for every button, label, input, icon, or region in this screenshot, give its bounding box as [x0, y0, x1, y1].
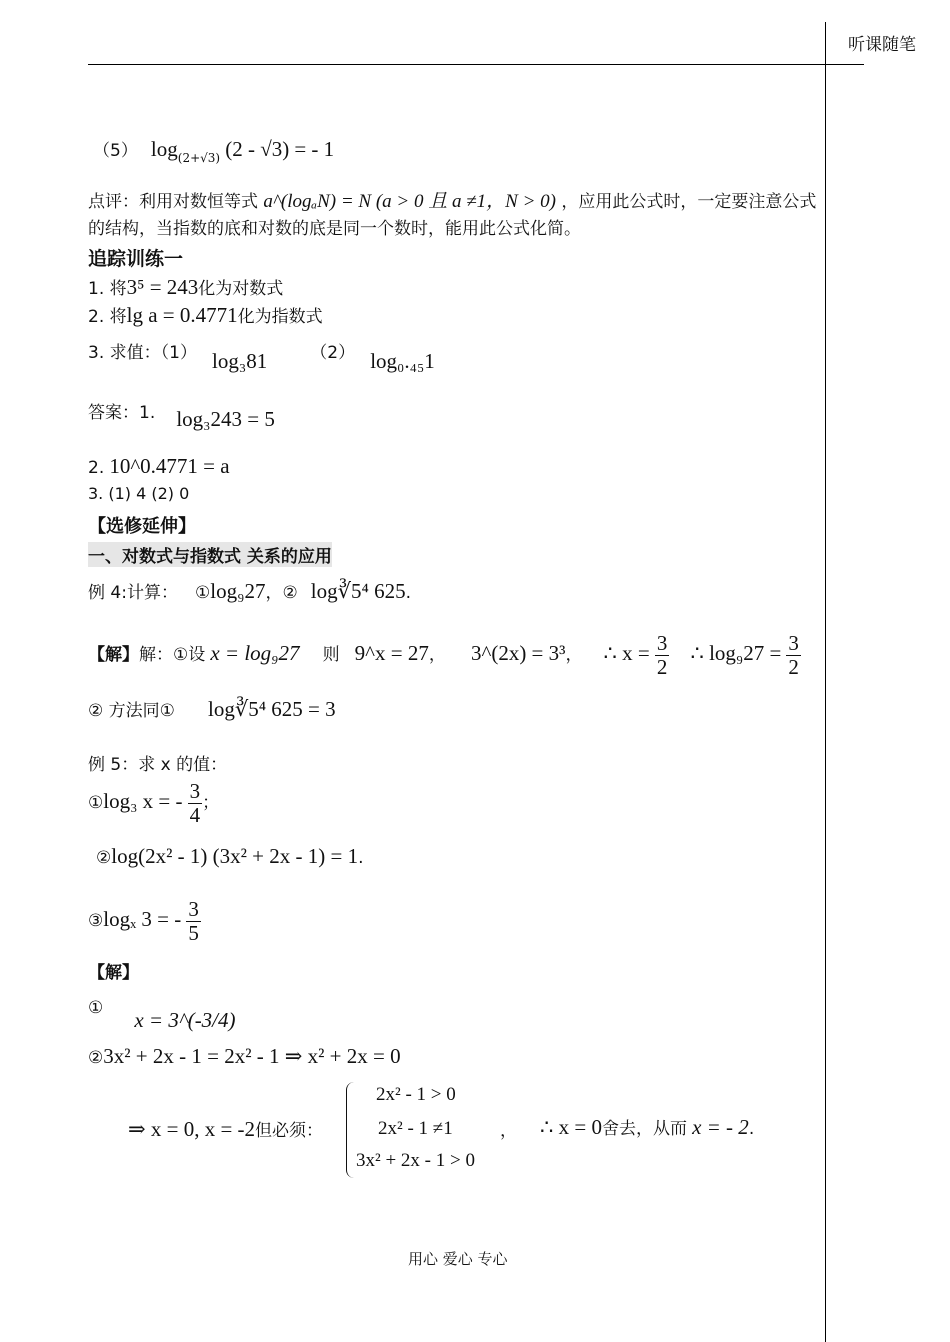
practice-q3: 3. 求值：（1） log₃81 （2） log₀.₄₅1 [88, 343, 435, 373]
margin-note: 听课随笔 [848, 35, 916, 55]
answer-3: 3. (1) 4 (2) 0 [88, 484, 190, 503]
solution-5-tag: 【解】 [88, 963, 139, 983]
elective-heading: 【选修延伸】 [88, 516, 196, 537]
section-heading: 一、对数式与指数式 关系的应用 [88, 542, 332, 567]
identity-formula: a^(logₐN) = N (a > 0 且 a ≠1，N > 0) [263, 191, 556, 212]
example-5-item-3: ③logₓ 3 = - $\frac{3}{5}$ [88, 897, 199, 946]
result: = - 1 [294, 137, 335, 161]
item-label: （5） [93, 141, 138, 161]
comma: ， [500, 1121, 517, 1141]
example-5-heading: 例 5：求 x 的值： [88, 755, 228, 775]
practice-q1: 1. 将3⁵ = 243化为对数式 [88, 275, 284, 299]
system-condition-1: 2x² - 1 > 0 [376, 1084, 456, 1105]
page-footer: 用心 爱心 专心 [408, 1250, 508, 1268]
example-4: 例 4:计算： ①log₉27，② log∛5⁴ 625. [88, 579, 411, 603]
solution-5-step-2: ②3x² + 2x - 1 = 2x² - 1 ⇒ x² + 2x = 0 [88, 1044, 401, 1068]
solution-5-step-3: ⇒ x = 0, x = -2但必须： [128, 1117, 324, 1141]
header-rule [88, 64, 864, 65]
practice-heading: 追踪训练一 [88, 248, 184, 270]
example-5-of-previous: （5） $\log_{(2+√3)} (2 - √3)$ = - 1 [93, 137, 335, 165]
answer-1: 答案：1. log₃243 = 5 [88, 403, 275, 431]
log-base: (2+√3) [177, 151, 221, 165]
fraction: $\frac{3}{2}$ [656, 631, 668, 680]
comment-line-2: 的结构，当指数的底和对数的底是同一个数时，能用此公式化简。 [88, 219, 581, 239]
log-argument: (2 - √3) [225, 137, 290, 161]
example-5-item-1: ①log₃ x = - $\frac{3}{4}$ ； [88, 779, 220, 828]
system-condition-2: 2x² - 1 ≠1 [378, 1118, 453, 1139]
fraction: $\frac{3}{4}$ [189, 779, 201, 828]
comment-line-1: 点评：利用对数恒等式 a^(logₐN) = N (a > 0 且 a ≠1，N > 0) ，应用此公式时，一定要注意公式 [88, 191, 817, 212]
solution-4-line-2: ② 方法同① log∛5⁴ 625 = 3 [88, 697, 336, 721]
system-condition-3: 3x² + 2x - 1 > 0 [356, 1150, 475, 1171]
conclusion: ∴ x = 0舍去，从而 x = - 2. [540, 1115, 755, 1139]
fraction: $\frac{3}{5}$ [188, 897, 199, 946]
solution-4-line-1: 【解】解：①设 x = log₉27 则 9^x = 27， 3^(2x) = 3³， ∴ x = $\frac{3}{2}$ ∴ log₉27 = $\frac{3}{2}$ [88, 631, 799, 680]
practice-q2: 2. 将lg a = 0.4771化为指数式 [88, 303, 323, 327]
answer-2: 2. 10^0.4771 = a [88, 454, 230, 478]
fraction: $\frac{3}{2}$ [788, 631, 799, 680]
example-5-item-2: ②log(2x² - 1) (3x² + 2x - 1) = 1. [96, 844, 364, 868]
margin-rule [825, 22, 826, 1342]
solution-5-step-1: ① x = 3^(-3/4) [88, 998, 236, 1032]
